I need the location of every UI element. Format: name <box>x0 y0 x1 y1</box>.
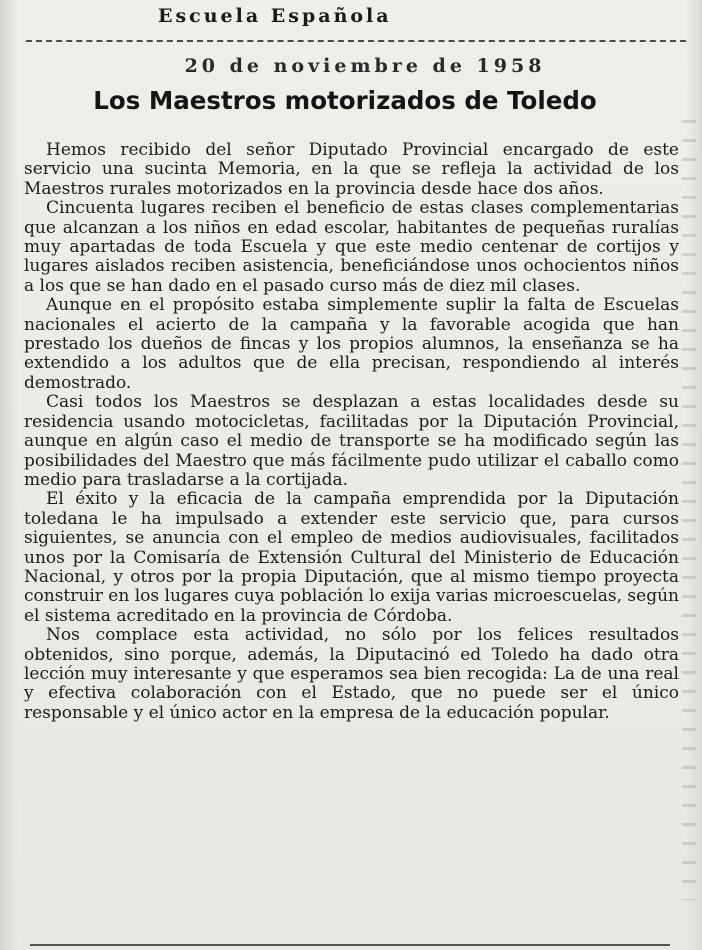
top-divider <box>26 40 686 42</box>
bottom-divider <box>30 944 670 946</box>
dateline: 20 de noviembre de 1958 <box>184 55 546 77</box>
article-paragraph: Aunque en el propósito estaba simplemente suplir la falta de Escuelas nacionales el acierto de la campaña y la favorable acogida que han prestado los dueños de fincas y los propios alumnos, la enseñanza se ha extendido a los adultos que de ella precisan, respondiendo al interés demostrado. <box>24 295 679 393</box>
masthead: Escuela Española <box>158 5 392 27</box>
page-shadow-left <box>0 0 18 950</box>
article-body <box>24 141 679 723</box>
article-paragraph: Casi todos los Maestros se desplazan a estas localidades desde su residencia usando motocicletas, facilitadas por la Diputación Provincial, aunque en algún caso el medio de transporte se ha modificado según las posibilidades del Maestro que más fácilmente pudo utilizar el caballo como medio para trasladarse a la cortijada. <box>24 392 679 490</box>
article-headline: Los Maestros motorizados de Toledo <box>93 86 597 115</box>
article-paragraph: Cincuenta lugares reciben el beneficio de estas clases complementarias que alcanzan a los niños en edad escolar, habitantes de pequeñas ruralías muy apartadas de toda Escuela y que este medio centenar de cortijos y lugares aislados reciben asistencia, beneficiándose unos ochocientos niños a los que se han dado en el pasado curso más de diez mil clases. <box>24 198 679 296</box>
adjacent-column-fragments <box>682 120 696 900</box>
article-paragraph: Nos complace esta actividad, no sólo por los felices resultados obtenidos, sino porque, además, la Diputacinó ed Toledo ha dado otra lección muy interesante y que esperamos sea bien recogida: La de una real y efectiva colaboración con el Estado, que no puede ser el único responsable y el único actor en la empresa de la educación popular. <box>24 625 679 723</box>
article-paragraph: El éxito y la eficacia de la campaña emprendida por la Diputación toledana le ha impulsado a extender este servicio que, para cursos siguientes, se anuncia con el empleo de medios audiovisuales, facilitados unos por la Comisaría de Extensión Cultural del Ministerio de Educación Nacional, y otros por la propia Diputación, que al mismo tiempo proyecta construir en los lugares cuya población lo exija varias microescuelas, según el sistema acreditado en la provincia de Córdoba. <box>24 489 679 626</box>
article-paragraph: Hemos recibido del señor Diputado Provincial encargado de este servicio una sucinta Memoria, en la que se refleja la actividad de los Maestros rurales motorizados en la provincia desde hace dos años. <box>24 140 679 199</box>
